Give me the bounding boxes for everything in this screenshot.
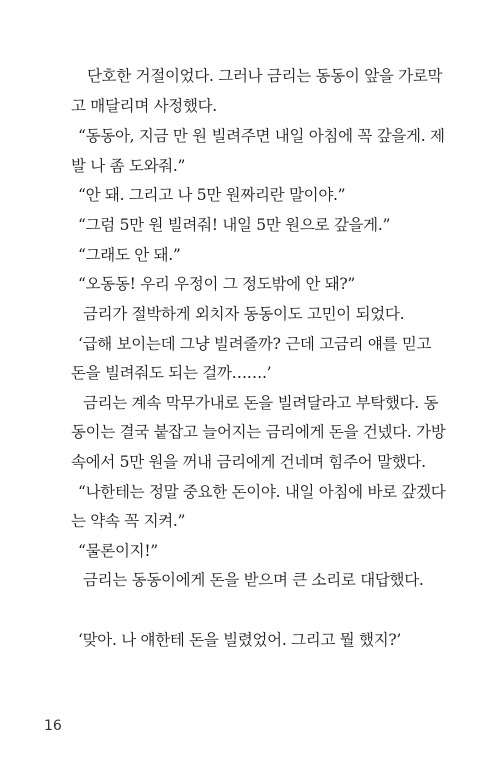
text-line: 금리는 계속 막무가내로 돈을 빌려달라고 부탁했다. 동 (83, 394, 439, 412)
text-line: “나한테는 정말 중요한 돈이야. 내일 아침에 바로 갚겠다 (78, 483, 446, 501)
page-number: 16 (44, 718, 62, 734)
text-line: 금리는 동동이에게 돈을 받으며 큰 소리로 대답했다. (83, 571, 424, 589)
text-line: “오동동! 우리 우정이 그 정도밖에 안 돼?” (78, 275, 356, 293)
text-line: 금리가 절박하게 외치자 동동이도 고민이 되었다. (83, 305, 405, 323)
text-line: 단호한 거절이었다. 그러나 금리는 동동이 앞을 가로막 (87, 67, 443, 85)
text-line: 돈을 빌려줘도 되는 걸까…….’ (71, 364, 272, 382)
text-line: 는 약속 꼭 지켜.” (71, 512, 186, 530)
text-line: 동이는 결국 붙잡고 늘어지는 금리에게 돈을 건넸다. 가방 (71, 423, 446, 441)
text-line: 속에서 5만 원을 꺼내 금리에게 건네며 힘주어 말했다. (71, 453, 426, 471)
text-line: “물론이지!” (78, 542, 158, 560)
text-line: 발 나 좀 도와줘.” (71, 157, 186, 175)
text-line: “그래도 안 돼.” (78, 246, 181, 264)
text-line: “안 돼. 그리고 나 5만 원짜리란 말이야.” (78, 186, 346, 204)
text-line: “그럼 5만 원 빌려줘! 내일 5만 원으로 갚을게.” (78, 216, 391, 234)
text-line: 고 매달리며 사정했다. (71, 97, 217, 115)
text-line: ‘급해 보이는데 그냥 빌려줄까? 근데 고금리 얘를 믿고 (78, 335, 432, 353)
text-line: “동동아, 지금 만 원 빌려주면 내일 아침에 꼭 갚을게. 제 (78, 127, 445, 145)
text-line: ‘맞아. 나 얘한테 돈을 빌렸었어. 그리고 뭘 했지?’ (78, 631, 402, 649)
